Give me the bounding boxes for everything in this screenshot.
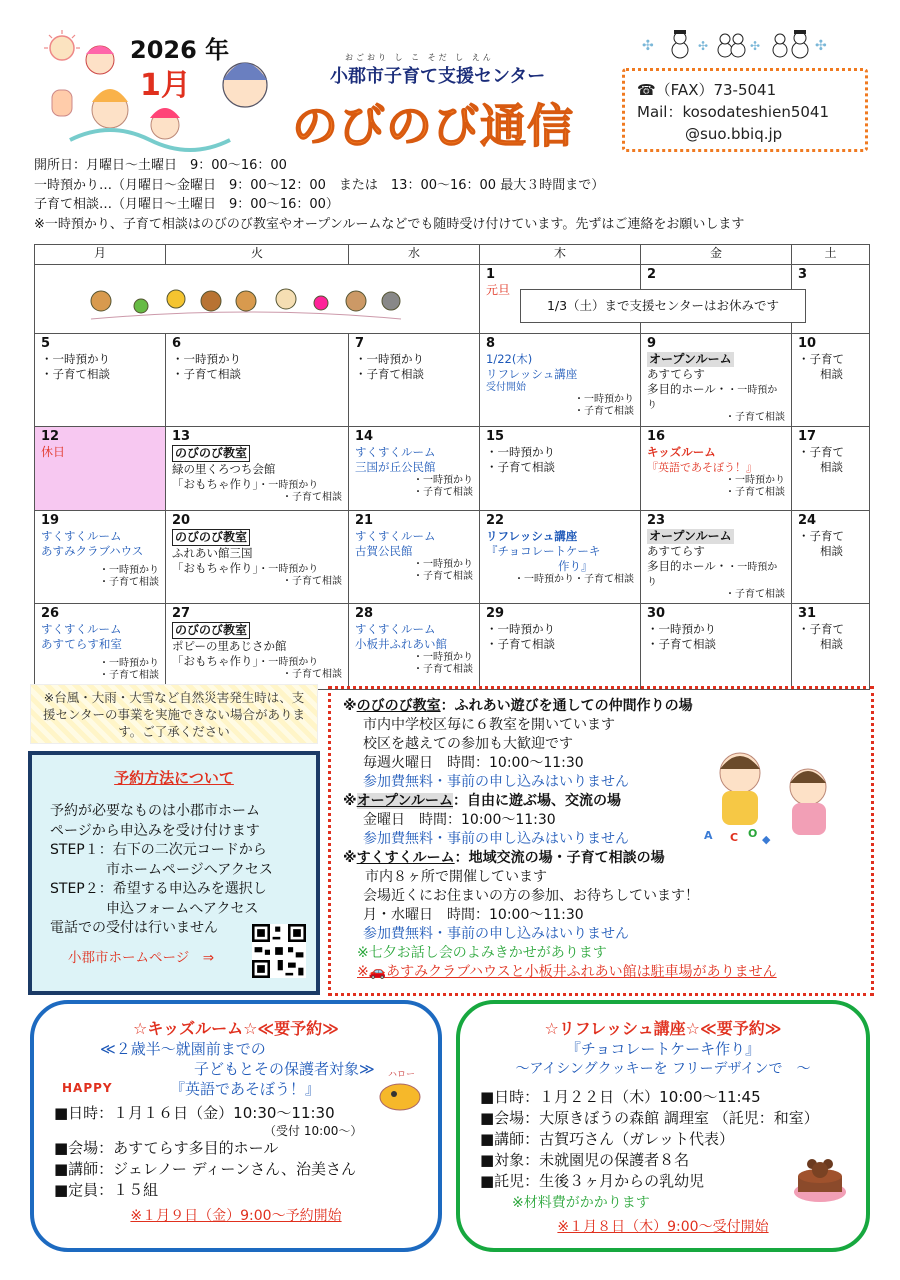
day-1-cell (480, 265, 780, 334)
sukusuku-room: すくすくルーム (41, 622, 122, 636)
fee-note: 参加費無料・事前の申し込みはいりません (363, 926, 629, 942)
year: 2026 年 (130, 36, 230, 64)
day-21: 21 (355, 513, 374, 528)
weekday-wed: 水 (349, 245, 480, 265)
kids-target: ≪２歳半～就園前までの (100, 1040, 266, 1058)
chocolate-cake: 『チョコレートケーキ (486, 544, 601, 558)
day-12-cell (35, 427, 166, 511)
venue: 三国が丘公民館 (355, 460, 436, 474)
toy-making: 「おもちゃ作り」 (172, 654, 259, 668)
day-30-cell (641, 604, 792, 690)
day-30: 30 (647, 606, 666, 621)
day-21-cell (349, 511, 480, 604)
kids-reception: （受付 10:00～） (264, 1124, 363, 1138)
refresh-course-box (456, 1000, 870, 1252)
temp-care: ・一時預かり (647, 385, 778, 411)
center-name: 小郡市子育て支援センター (330, 66, 546, 87)
venue: ふれあい館三国 (172, 546, 253, 560)
reserve-line: STEP１：右下の二次元コードから (50, 842, 267, 858)
consultation: ・子育て相談 (486, 460, 555, 474)
reservation-title: 予約方法について (114, 769, 234, 787)
animal-illustration-cell (35, 265, 480, 334)
day-29-cell (480, 604, 641, 690)
newsletter-title: のびのび通信 (292, 99, 574, 153)
weekday-tue: 火 (166, 245, 349, 265)
fee-note: 参加費無料・事前の申し込みはいりません (363, 831, 629, 847)
kids-capacity: ■定員：１５組 (54, 1181, 159, 1199)
contact-note: ※一時預かり、子育て相談はのびのび教室やオープンルームなどでも随時受け付けています。先ずはご連絡をお願いします (34, 216, 745, 232)
open-room-time: 金曜日 時間：10:00～11:30 (363, 812, 556, 828)
sukusuku-line: 会場近くにお住まいの方の参加、お待ちしています！ (363, 888, 699, 904)
consultation: ・子育て相談 (486, 637, 555, 651)
fee-note: 参加費無料・事前の申し込みはいりません (363, 774, 629, 790)
nobinobi-time: 毎週火曜日 時間：10:00～11:30 (363, 755, 584, 771)
consultation: ・子育て相談 (282, 576, 342, 587)
day-14: 14 (355, 429, 374, 444)
open-room-desc: ：自由に遊ぶ場、交流の場 (453, 793, 622, 809)
refresh-teacher: ■講師：古賀巧さん（ガレット代表） (480, 1130, 735, 1148)
nobinobi-desc: ：ふれあい遊びを通しての仲間作りの場 (440, 698, 693, 714)
consultation: ・子育て相談 (725, 412, 785, 423)
svg-text:✣: ✣ (642, 38, 654, 54)
venue-hall: 多目的ホール・ (647, 559, 728, 573)
temp-care: ・一時預かり (172, 352, 241, 366)
day-22: 22 (486, 513, 505, 528)
consultation-hours: 子育て相談…（月曜日～土曜日 9：00～16：00） (34, 197, 339, 212)
parking-note: ※🚗あすみクラブハウスと小板井ふれあい館は駐車場がありません (357, 964, 777, 980)
venue: 小板井ふれあい館 (355, 637, 447, 651)
closed-notice: 1/3（土）まで支援センターはお休みです (520, 289, 806, 323)
consultation: ・子育て相談 (172, 367, 241, 381)
refresh-fee: ※材料費がかかります (512, 1195, 650, 1211)
temp-care: ・一時預かり (725, 475, 785, 486)
day-13: 13 (172, 429, 191, 444)
consultation: ・子育て相談 (99, 670, 159, 681)
temp-care: ・一時預かり (647, 622, 716, 636)
svg-text:✣: ✣ (815, 38, 827, 54)
day-7: 7 (355, 336, 365, 351)
reserve-line: 市ホームページへアクセス (50, 861, 273, 878)
disaster-notice: ※台風・大雨・大雪など自然災害発生時は、支援センターの事業を実施できない場合があります。ご了承ください (30, 684, 318, 744)
refresh-course-label: リフレッシュ講座 (486, 529, 578, 543)
temp-care: ・一時預かり (258, 657, 319, 668)
weekday-mon: 月 (35, 245, 166, 265)
consultation: ・子育て (798, 622, 844, 636)
snowman-decoration (640, 28, 840, 62)
day-28: 28 (355, 606, 374, 621)
consultation: ・子育て相談 (99, 577, 159, 588)
temp-care: ・一時預かり (355, 352, 424, 366)
consultation: ・子育て相談 (647, 637, 716, 651)
day-5-cell (35, 334, 166, 427)
sukusuku-room: すくすくルーム (355, 445, 436, 459)
temp-care: ・一時預かり (413, 559, 473, 570)
day-26: 26 (41, 606, 60, 621)
day-19-cell (35, 511, 166, 604)
sukusuku-line: 市内８ヶ所で開催しています (365, 869, 547, 885)
day-6: 6 (172, 336, 182, 351)
consultation: ・子育て相談 (413, 487, 473, 498)
day-9-cell (641, 334, 792, 427)
day-31-cell (792, 604, 870, 690)
consultation-2: 相談 (820, 367, 843, 381)
temp-care: ・一時預かり (258, 564, 319, 575)
day-2: 2 (647, 267, 657, 282)
refresh-theme: 『チョコレートケーキ作り』 (565, 1040, 761, 1058)
nobinobi-class-label: のびのび教室 (172, 529, 250, 546)
fax-number: ☎（FAX）73-5041 (637, 81, 777, 99)
refresh-target: ■対象：未就園児の保護者８名 (480, 1151, 690, 1169)
temp-care: ・一時預かり (99, 658, 159, 669)
nobinobi-heading: のびのび教室 (356, 698, 441, 714)
consultation: ・子育て (798, 529, 844, 543)
temp-care: ・一時預かり (413, 652, 473, 663)
nobinobi-class-label: のびのび教室 (172, 622, 250, 639)
day-8-cell (480, 334, 641, 427)
kids-room-label: キッズルーム (647, 445, 716, 459)
day-28-cell (349, 604, 480, 690)
venue: ポピーの里あじさか館 (172, 639, 287, 653)
day-20: 20 (172, 513, 191, 528)
mail-domain: @suo.bbiq.jp (685, 125, 783, 143)
refresh-registration-start: ※１月８日（木）9:00～受付開始 (557, 1219, 769, 1235)
venue: あすてらす (647, 367, 705, 381)
consultation: ・子育て相談 (282, 669, 342, 680)
day-19: 19 (41, 513, 60, 528)
center-name-ruby: おごおり し こ そだ し えん (345, 53, 494, 62)
reserve-line: 電話での受付は行いません (50, 920, 218, 936)
sukusuku-time: 月・水曜日 時間：10:00～11:30 (363, 907, 584, 923)
day-17: 17 (798, 429, 817, 444)
sukusuku-room: すくすくルーム (355, 622, 436, 636)
kids-theme: 『英語であそぼう！』 (170, 1080, 321, 1098)
day-31: 31 (798, 606, 817, 621)
weekday-thu: 木 (480, 245, 641, 265)
kids-room-title: ☆キッズルーム☆ (133, 1019, 258, 1038)
sukusuku-room: すくすくルーム (355, 529, 436, 543)
svg-text:O: O (748, 827, 758, 840)
registration-start: 受付開始 (486, 382, 526, 393)
sukusuku-heading: すくすくルーム (356, 850, 455, 866)
day-16: 16 (647, 429, 666, 444)
activities-box: ※のびのび教室：ふれあい遊びを通しての仲間作りの場 市内中学校区毎に６教室を開いています 校区を越えての参加も大歓迎です 毎週火曜日 時間：10:00～11:30 参加費無料・事前の申し込みはいりません ※オープンルーム：自由に遊ぶ場、交流の場 金曜日 時間：10:00～11:30 参加費無料・事前の申し込みはいりません ※すくすくルーム：地域交流の場・子育て相談の場 市内８ヶ所で開催しています 会場近くにお住まいの方の参加、お待ちしています！ 月・水曜日 時間：10:00～11:30 参加費無料・事前の申し込みはいりません ※七夕お話し会のよみきかせがあります ※🚗あすみクラブハウスと小板井ふれあい館は駐車場がありません (328, 686, 874, 996)
temp-care: ・一時預かり (413, 475, 473, 486)
month: 1月 (140, 68, 191, 103)
venue: 古賀公民館 (355, 544, 413, 558)
refresh-course: リフレッシュ講座 (486, 367, 578, 381)
reserve-line: 予約が必要なものは小郡市ホーム (50, 803, 260, 819)
consultation: ・子育て相談 (574, 406, 634, 417)
consultation-2: 相談 (820, 637, 843, 651)
consultation-2: 相談 (820, 544, 843, 558)
day-26-cell (35, 604, 166, 690)
temp-care: ・一時預かり (647, 562, 778, 588)
refresh-course-title: ☆リフレッシュ講座☆ (544, 1019, 701, 1038)
day-3: 3 (798, 267, 808, 282)
day-23-cell (641, 511, 792, 604)
day-29: 29 (486, 606, 505, 621)
reserve-line: ページから申込みを受け付けます (50, 822, 260, 839)
venue: 緑の里くろつち会館 (172, 462, 276, 476)
day-7-cell (349, 334, 480, 427)
day-5: 5 (41, 336, 51, 351)
hello-bubble: ハロー (388, 1070, 416, 1080)
temp-care: ・一時預かり (41, 352, 110, 366)
cake-illustration (790, 1154, 850, 1206)
weekday-fri: 金 (641, 245, 792, 265)
hello-bird-illustration (374, 1067, 426, 1111)
day-14-cell (349, 427, 480, 511)
refresh-childcare: ■託児：生後３ヶ月からの乳幼児 (480, 1172, 705, 1190)
new-year-holiday: 元旦 (486, 283, 511, 297)
open-room-heading: オープンルーム (356, 793, 454, 809)
temporary-care-hours: 一時預かり…（月曜日～金曜日 9：00～12：00 または 13：00～16：00 最大３時間まで） (34, 177, 605, 193)
holiday: 休日 (41, 445, 66, 459)
day-10: 10 (798, 336, 817, 351)
reserve-line: 申込フォームへアクセス (50, 900, 259, 917)
day-1: 1 (486, 267, 496, 282)
opening-info (34, 156, 874, 234)
svg-text:✣: ✣ (750, 39, 761, 53)
sukusuku-desc: ：地域交流の場・子育て相談の場 (454, 850, 665, 866)
venue: あすみクラブハウス (41, 544, 144, 558)
tanabata-note: ※七夕お話し会のよみきかせがあります (357, 945, 607, 961)
consultation: ・子育て相談 (41, 367, 110, 381)
day-24-cell (792, 511, 870, 604)
consultation: ・子育て (798, 445, 844, 459)
day-27-cell (166, 604, 349, 690)
reservation-required: ≪要予約≫ (700, 1019, 782, 1038)
day-13-cell (166, 427, 349, 511)
venue: あすてらす和室 (41, 637, 122, 651)
svg-text:C: C (730, 831, 739, 844)
svg-text:◆: ◆ (762, 833, 771, 845)
kids-room-box (30, 1000, 442, 1252)
day-15-cell (480, 427, 641, 511)
kids-date: ■日時：１月１６日（金）10:30～11:30 (54, 1104, 335, 1122)
qr-code[interactable] (252, 924, 306, 978)
contact-box (622, 68, 868, 152)
refresh-date: ■日時：１月２２日（木）10:00～11:45 (480, 1088, 761, 1106)
temp-care-consultation: ・一時預かり・子育て相談 (514, 574, 634, 585)
nobinobi-line: 校区を越えての参加も大歓迎です (363, 736, 573, 752)
chocolate-cake-2: 作り』 (558, 559, 593, 573)
day-16-cell (641, 427, 792, 511)
refresh-venue: ■会場：大原きぼうの森館 調理室 （託児：和室） (480, 1109, 819, 1127)
day-12: 12 (41, 429, 60, 444)
english-play: 『英語であそぼう！』 (647, 461, 757, 474)
day-22-cell (480, 511, 641, 604)
consultation-2: 相談 (820, 460, 843, 474)
consultation: ・子育て相談 (725, 589, 785, 600)
sukusuku-room: すくすくルーム (41, 529, 122, 543)
day-10-cell (792, 334, 870, 427)
day-24: 24 (798, 513, 817, 528)
consultation: ・子育て (798, 352, 844, 366)
svg-text:A: A (704, 829, 713, 842)
consultation: ・子育て相談 (282, 492, 342, 503)
nobinobi-class-label: のびのび教室 (172, 445, 250, 462)
temp-care: ・一時預かり (486, 445, 555, 459)
toy-making: 「おもちゃ作り」 (172, 561, 259, 575)
toy-making: 「おもちゃ作り」 (172, 477, 259, 491)
kids-teacher: ■講師：ジェレノー ディーンさん、治美さん (54, 1160, 356, 1178)
children-playing-illustration (700, 745, 850, 845)
day-20-cell (166, 511, 349, 604)
refresh-date: 1/22(木) (486, 352, 533, 366)
venue: あすてらす (647, 544, 705, 558)
temp-care: ・一時預かり (99, 565, 159, 576)
weekday-sat: 土 (792, 245, 870, 265)
day-15: 15 (486, 429, 505, 444)
temp-care: ・一時預かり (258, 480, 319, 491)
day-6-cell (166, 334, 349, 427)
consultation: ・子育て相談 (355, 367, 424, 381)
consultation: ・子育て相談 (413, 664, 473, 675)
city-homepage-link[interactable]: 小郡市ホームページ ⇒ (68, 949, 215, 966)
mail-address: Mail：kosodateshien5041 (637, 103, 830, 121)
day-9: 9 (647, 336, 657, 351)
temp-care: ・一時預かり (574, 394, 634, 405)
open-room-label: オープンルーム (649, 352, 732, 366)
opening-days: 開所日：月曜日～土曜日 9：00～16：00 (34, 158, 287, 173)
kids-reservation-start: ※１月９日（金）9:00～予約開始 (130, 1208, 342, 1224)
open-room-label: オープンルーム (649, 529, 732, 543)
day-23: 23 (647, 513, 666, 528)
animal-parade-illustration (81, 271, 411, 327)
venue-hall: 多目的ホール・ (647, 382, 728, 396)
kids-target-2: 子どもとその保護者対象≫ (194, 1060, 375, 1078)
day-17-cell (792, 427, 870, 511)
kids-venue: ■会場：あすてらす多目的ホール (54, 1139, 279, 1157)
refresh-subtheme: ～アイシングクッキーを フリーデザインで ～ (515, 1061, 811, 1077)
reserve-line: STEP２：希望する申込みを選択し (50, 881, 267, 897)
temp-care: ・一時預かり (486, 622, 555, 636)
happy-garland: HAPPY (62, 1081, 113, 1095)
calendar (34, 244, 870, 690)
consultation: ・子育て相談 (725, 487, 785, 498)
consultation: ・子育て相談 (413, 571, 473, 582)
svg-text:✣: ✣ (698, 39, 709, 53)
day-27: 27 (172, 606, 191, 621)
nobinobi-line: 市内中学校区毎に６教室を開いています (363, 717, 615, 733)
reservation-required: ≪要予約≫ (257, 1019, 339, 1038)
day-8: 8 (486, 336, 496, 351)
